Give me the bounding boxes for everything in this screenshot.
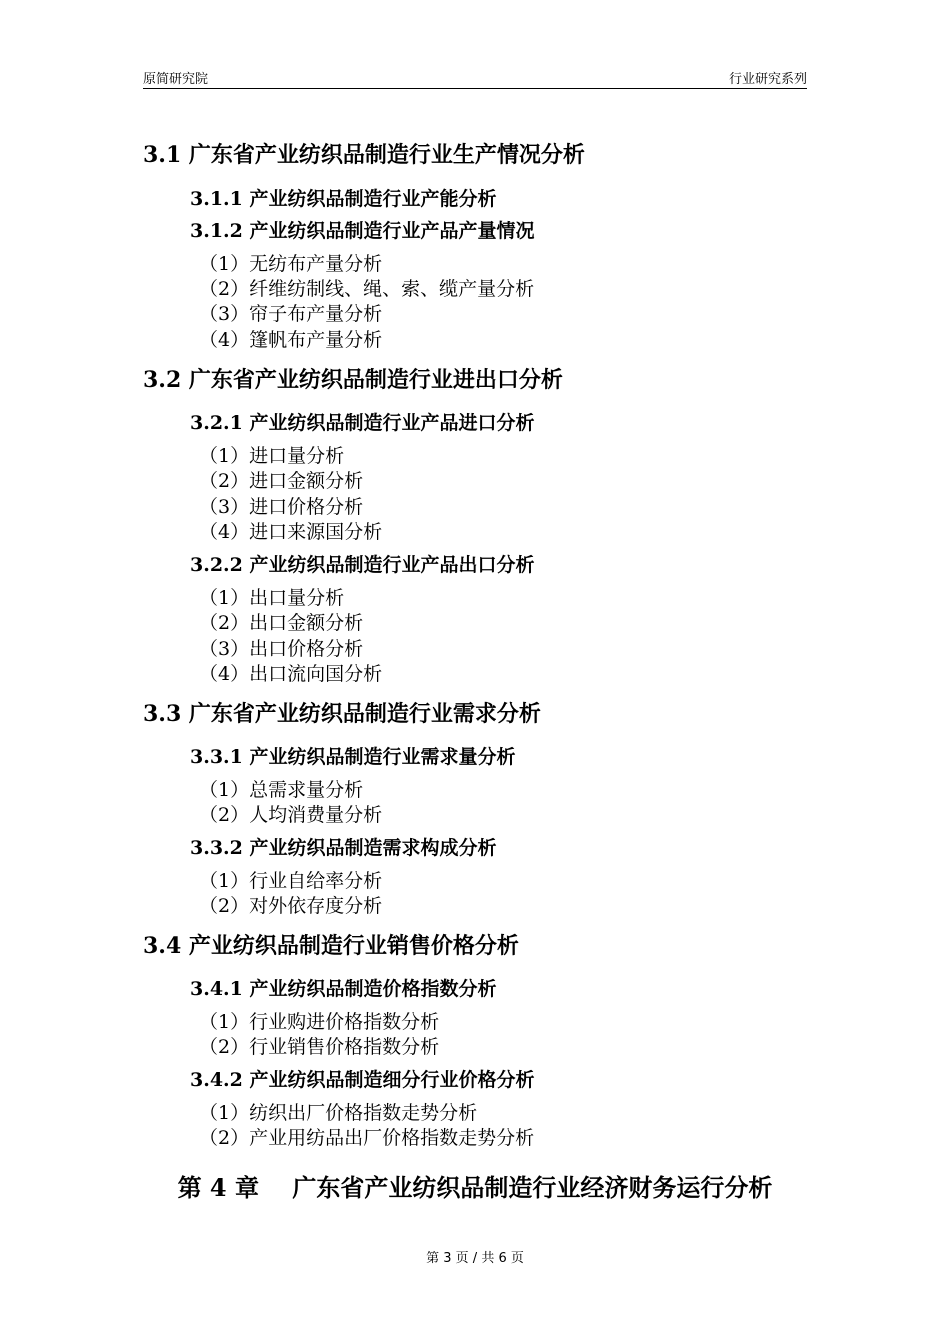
toc-item: （1）纺织出厂价格指数走势分析	[199, 1102, 478, 1124]
toc-item: （4）篷帆布产量分析	[199, 329, 383, 351]
toc-item: （1）行业自给率分析	[199, 870, 383, 892]
page-footer: 第 3 页 / 共 6 页	[426, 1251, 524, 1266]
toc-item: （2）纤维纺制线、绳、索、缆产量分析	[199, 278, 535, 300]
toc-item: （2）进口金额分析	[199, 470, 364, 492]
toc-item: （1）无纺布产量分析	[199, 253, 383, 275]
toc-subsection: 3.2.1 产业纺织品制造行业产品进口分析	[190, 412, 535, 434]
toc-section: 3.4 产业纺织品制造行业销售价格分析	[143, 933, 519, 959]
header-left: 原简研究院	[143, 72, 209, 87]
toc-subsection: 3.1.2 产业纺织品制造行业产品产量情况	[190, 220, 535, 242]
page-header	[143, 64, 807, 89]
toc-item: （1）总需求量分析	[199, 779, 364, 801]
toc-item: （2）对外依存度分析	[199, 895, 383, 917]
toc-item: （2）行业销售价格指数分析	[199, 1036, 440, 1058]
toc-subsection: 3.3.1 产业纺织品制造行业需求量分析	[190, 746, 516, 768]
toc-section: 3.3 广东省产业纺织品制造行业需求分析	[143, 701, 541, 727]
toc-section: 3.1 广东省产业纺织品制造行业生产情况分析	[143, 142, 585, 168]
toc-item: （2）产业用纺品出厂价格指数走势分析	[199, 1127, 535, 1149]
toc-item: （2）人均消费量分析	[199, 804, 383, 826]
toc-subsection: 3.2.2 产业纺织品制造行业产品出口分析	[190, 554, 535, 576]
toc-item: （3）出口价格分析	[199, 638, 364, 660]
toc-item: （4）出口流向国分析	[199, 663, 383, 685]
chapter-heading: 第 4 章 广东省产业纺织品制造行业经济财务运行分析	[177, 1173, 773, 1202]
toc-item: （1）出口量分析	[199, 587, 345, 609]
toc-item: （4）进口来源国分析	[199, 521, 383, 543]
toc-subsection: 3.4.2 产业纺织品制造细分行业价格分析	[190, 1069, 535, 1091]
toc-subsection: 3.3.2 产业纺织品制造需求构成分析	[190, 837, 497, 859]
toc-item: （1）行业购进价格指数分析	[199, 1011, 440, 1033]
toc-subsection: 3.4.1 产业纺织品制造价格指数分析	[190, 978, 497, 1000]
toc-item: （3）进口价格分析	[199, 496, 364, 518]
toc-subsection: 3.1.1 产业纺织品制造行业产能分析	[190, 188, 497, 210]
toc-item: （2）出口金额分析	[199, 612, 364, 634]
toc-section: 3.2 广东省产业纺织品制造行业进出口分析	[143, 367, 563, 393]
toc-item: （3）帘子布产量分析	[199, 303, 383, 325]
toc-item: （1）进口量分析	[199, 445, 345, 467]
header-right: 行业研究系列	[728, 72, 807, 87]
